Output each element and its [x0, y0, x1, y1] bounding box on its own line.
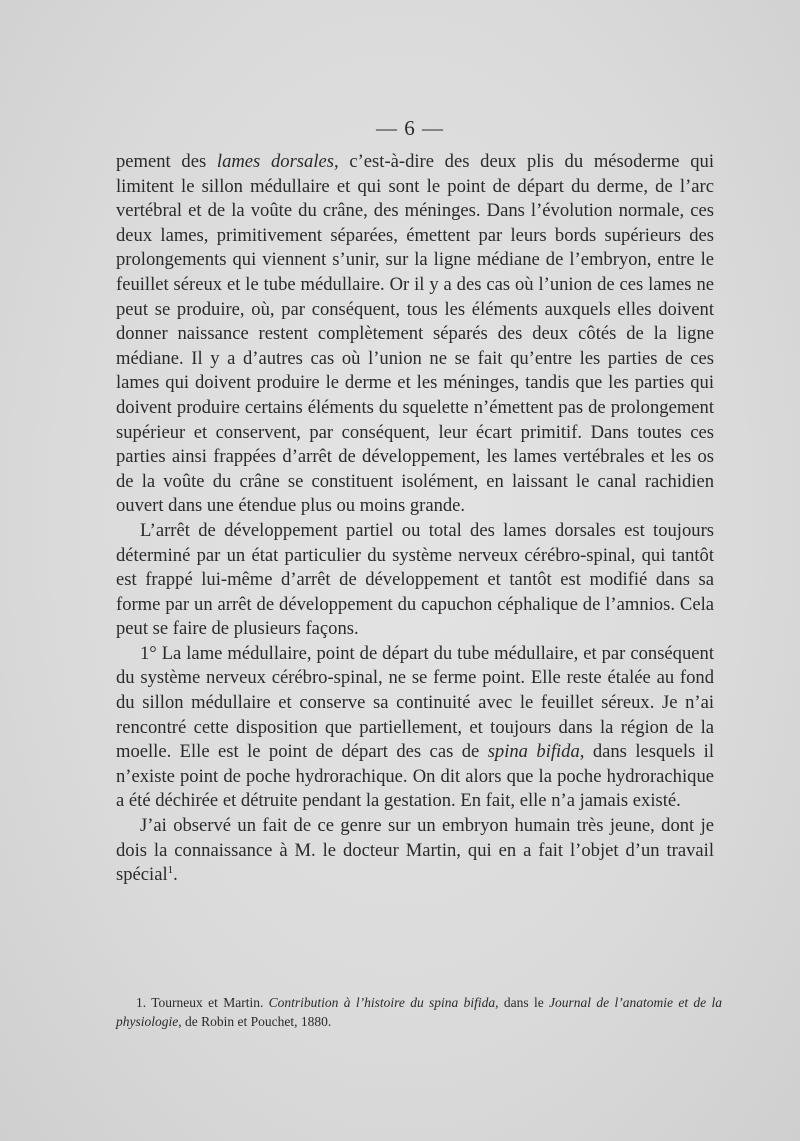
- footnote: [116, 993, 722, 1031]
- paragraph-4: [116, 814, 714, 888]
- lames-dorsales-emphasis: lames dorsales: [216, 151, 334, 172]
- footnote-end: , de Robin et Pouchet, 1880.: [178, 1014, 332, 1029]
- paragraph-1: [116, 150, 714, 519]
- paragraph-3-start: 1° La lame médullaire, point de départ du tube médullaire, et par conséquent du système nerveux cérébro-spinal, ne se ferme point. Elle reste étalée au fond du sillon médullaire et conserve sa continuité avec le feuillet séreux. Je n’ai rencontré cette disposition que partiellement, et toujours dans la région de la moelle. Elle est le point de départ des cas de: [116, 642, 714, 763]
- footnote-middle: , dans le: [495, 995, 550, 1010]
- footnote-authors: Tourneux et Martin.: [151, 995, 264, 1010]
- page-number: — 6 —: [376, 116, 444, 140]
- paragraph-3-rest: , dans lesquels il n’existe point de poche hydrorachique. On dit alors que la poche hydrorachique a été déchirée et détruite pendant la gestation. En fait, elle n’a jamais existé.: [116, 741, 714, 812]
- paragraph-4-text: J’ai observé un fait de ce genre sur un embryon humain très jeune, dont je dois la connaissance à M. le docteur Martin, qui en a fait l’objet d’un travail spécial: [116, 815, 714, 886]
- paragraph-3: [116, 642, 714, 814]
- footnote-reference: 1: [167, 864, 174, 877]
- footnote-title: Contribution à l’histoire du spina bifida: [268, 995, 496, 1010]
- paragraph-1-start: pement des: [116, 151, 217, 172]
- footnote-marker: 1.: [136, 995, 147, 1010]
- paragraph-1-rest: , c’est-à-dire des deux plis du mésoderme qui limitent le sillon médullaire et qui sont le point de départ du derme, de l’arc vertébral et de la voûte du crâne, des méninges. Dans l’évolution normale, ces deux lames, primitivement séparées, émettent par leurs bords supérieurs des prolongements qui viennent s’unir, sur la ligne médiane de l’embryon, entre le feuillet séreux et le tube médullaire. Or il y a des cas où l’union de ces lames ne peut se produire, où, par conséquent, tous les éléments auxquels elles doivent donner naissance restent complètement séparés des deux côtés de la ligne médiane. Il y a d’autres cas où l’union ne se fait qu’entre les parties de ces lames qui doivent produire le derme et les méninges, tandis que les parties qui doivent produire certains éléments du squelette n’émettent pas de prolongement supérieur et conservent, par conséquent, leur écart primitif. Dans toutes ces parties ainsi frappées d’arrêt de développement, les lames vertébrales et les os de la voûte du crâne se constituent isolément, en laissant le canal rachidien ouvert dans une étendue plus ou moins grande.: [116, 151, 715, 517]
- spina-bifida-emphasis: spina bifida: [487, 741, 580, 763]
- paragraph-4-end: .: [173, 864, 178, 886]
- paragraph-2: L’arrêt de développement partiel ou total des lames dorsales est toujours déterminé par un état particulier du système nerveux cérébro-spinal, qui tantôt est frappé lui-même d’arrêt de développement et tantôt est modifié dans sa forme par un arrêt de développement du capuchon céphalique de l’amnios. Cela peut se faire de plusieurs façons.: [116, 519, 714, 640]
- body-text: [116, 150, 714, 888]
- footnote-journal: Journal de l’anatomie et de la physiologie: [116, 995, 722, 1029]
